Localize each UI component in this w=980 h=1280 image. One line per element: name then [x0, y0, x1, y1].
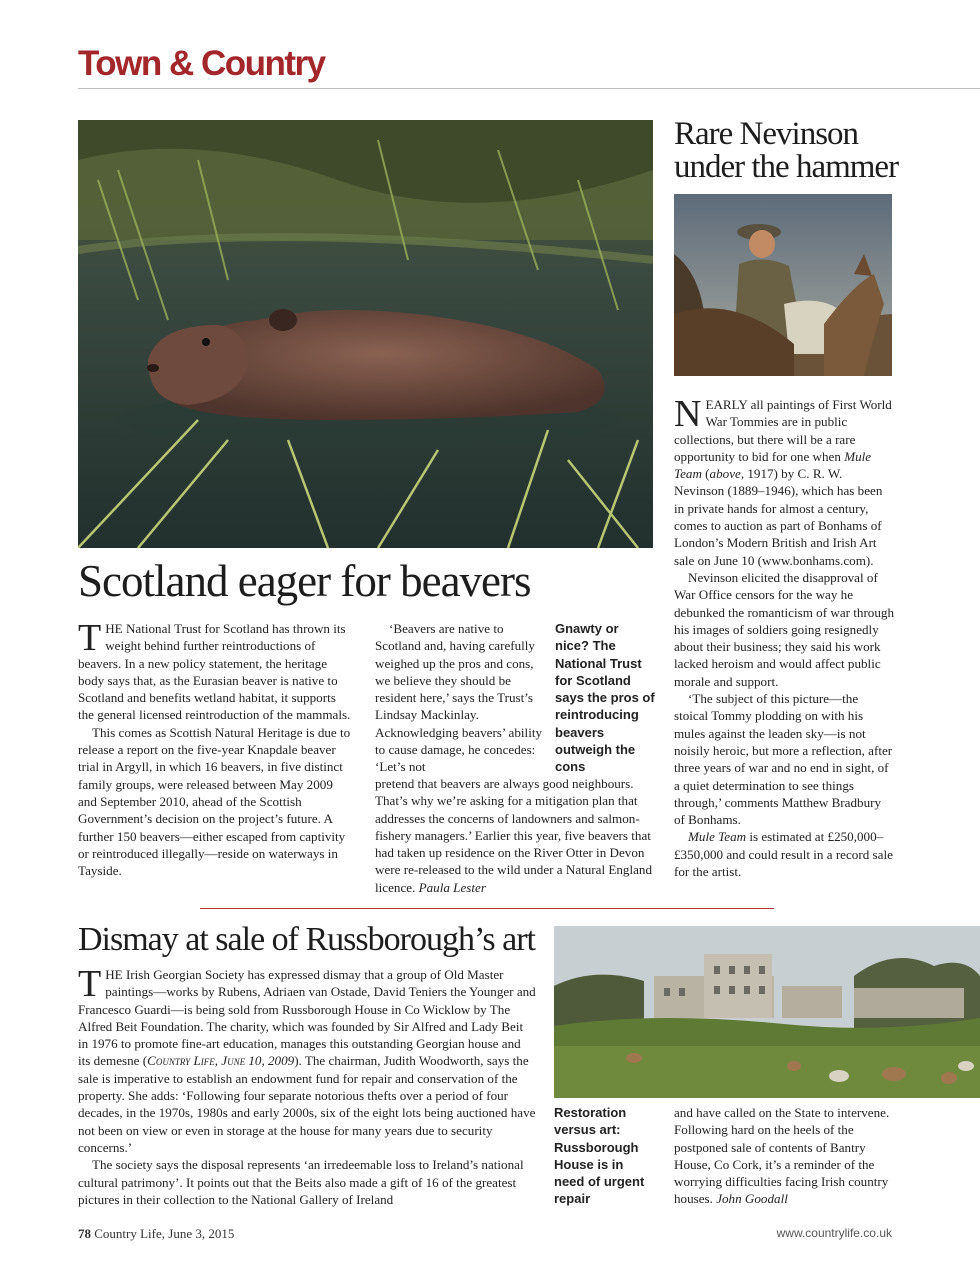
beaver-paragraph-2: This comes as Scottish Natural Heritage is due to release a report on the five-year Knapdale beaver trial in Argyll, in which 16 beavers, in five distinct family groups, were released between May 2009 and September 2010, ahead of the Scottish Government’s decision on the project’s future. A further 150 beavers—either escaped from captivity or reintroduced illegally—reside on waterways in Tayside.: [78, 724, 351, 879]
nevinson-paragraph-1: NEARLY all paintings of First World War Tommies are in public collections, but there will be a rare opportunity to bid for one when Mule Team (above, 1917) by C. R. W. Nevinson (1889–1946), which has been in private hands for almost a century, comes to auction as part of Bonhams of London’s Modern British and Irish Art sale on June 10 (www.bonhams.com).: [674, 393, 892, 568]
header-rule: [78, 88, 980, 89]
nevinson-paragraph-2: Nevinson elicited the disapproval of War Office censors for the way he debunked the romanticism of war through his images of soldiers going resignedly about their business; they said his work lacked heroism and would affect public morale and support.: [674, 569, 894, 689]
section-title: Town & Country: [78, 44, 325, 83]
beaver-column-2-continued: pretend that beavers are always good neighbours. That’s why we’re asking for a mitigation plan that addresses the concerns of landowners and salmon-fishery managers.’ Earlier this year, five beavers that had taken up residence on the River Otter in Devon were re-released to the wild under a Natural England licence. Paula Lester: [375, 776, 653, 895]
beaver-column-1: [78, 617, 354, 879]
page-number: 78: [78, 1226, 91, 1241]
russborough-headline: Dismay at sale of Russborough’s art: [78, 921, 535, 958]
russborough-caption: Restoration versus art: Russborough House is in need of urgent repair: [554, 1105, 645, 1207]
russborough-photo: [554, 926, 980, 1098]
page-footer-left: [78, 1226, 234, 1242]
beaver-photo: [78, 120, 653, 548]
beaver-dropcap: T: [78, 617, 102, 659]
beaver-paragraph-3: ‘Beavers are native to Scotland and, having carefully weighed up the pros and cons, we believe they should be resident here,’ says the Trust’s Lindsay Mackinlay. Acknowledging beavers’ ability to cause damage, he concedes: ‘Let’s not: [375, 621, 543, 775]
nevinson-dropcap: N: [674, 393, 702, 435]
nevinson-headline: Rare Nevinson under the hammer: [674, 116, 899, 185]
nevinson-paragraph-3: ‘The subject of this picture—the stoical Tommy plodding on with his mules against the leaden sky—is not noisily heroic, but more a reflection, after three years of war and no end in sight, of a quiet determination to see things through,’ comments Matthew Bradbury of Bonhams.: [674, 691, 893, 828]
russborough-dropcap: T: [78, 963, 102, 1005]
painting-illustration: [674, 194, 892, 376]
beaver-illustration: [78, 120, 653, 548]
beaver-headline: Scotland eager for beavers: [78, 556, 531, 606]
nevinson-article: [674, 393, 894, 880]
russborough-illustration: [554, 926, 980, 1098]
russborough-article: [78, 963, 536, 1208]
publication-date: Country Life, June 3, 2015: [94, 1226, 235, 1241]
russborough-paragraph-1: THE Irish Georgian Society has expressed dismay that a group of Old Master paintings—works by Rubens, Adriaen van Ostade, David Teniers the Younger and Francesco Guardi—is being sold from Russborough House in Co Wicklow by The Alfred Beit Foundation. The charity, which was founded by Sir Alfred and Lady Beit in 1976 to promote fine-art education, manages this outstanding Georgian house and its demesne (Country Life, June 10, 2009). The chairman, Judith Woodworth, says the sale is imperative to establish an endowment fund for repair and conservation of the property. She adds: ‘Following four separate notorious thefts over a period of four decades, in the 1970s, 1980s and early 2000s, six of the eight lots being auctioned have not been on view or even in storage at the house for many years due to security concerns.’: [78, 963, 536, 1155]
beaver-author: Paula Lester: [418, 879, 486, 895]
russborough-author: John Goodall: [716, 1191, 788, 1207]
nevinson-paragraph-4: Mule Team is estimated at £250,000–£350,000 and could result in a record sale for the artist.: [674, 829, 893, 880]
russborough-column-right: and have called on the State to intervene. Following hard on the heels of the postponed sale of contents of Bantry House, Co Cork, it’s a reminder of the worrying difficulties facing Irish country houses. John Goodall: [674, 1105, 890, 1207]
mule-team-painting: [674, 194, 892, 376]
beaver-paragraph-1: THE National Trust for Scotland has thrown its weight behind further reintroductions of beavers. In a new policy statement, the heritage body says that, as the Eurasian beaver is native to Scotland and benefits wetland habitat, it supports the general licensed reintroduction of the mammals.: [78, 617, 351, 723]
russborough-paragraph-2: The society says the disposal represents ‘an irredeemable loss to Ireland’s national cultural patrimony’. It points out that the Beits also made a gift of 16 of the greatest pictures in their collection to the National Gallery of Ireland: [78, 1157, 524, 1207]
country-life-reference: Country Life, June 10, 2009: [147, 1053, 295, 1069]
beaver-caption: Gnawty or nice? The National Trust for Scotland says the pros of reintroducing beavers outweigh the cons: [555, 621, 655, 775]
website-url[interactable]: www.countrylife.co.uk: [776, 1226, 892, 1240]
section-divider: [200, 908, 774, 909]
beaver-column-2: [375, 620, 543, 776]
